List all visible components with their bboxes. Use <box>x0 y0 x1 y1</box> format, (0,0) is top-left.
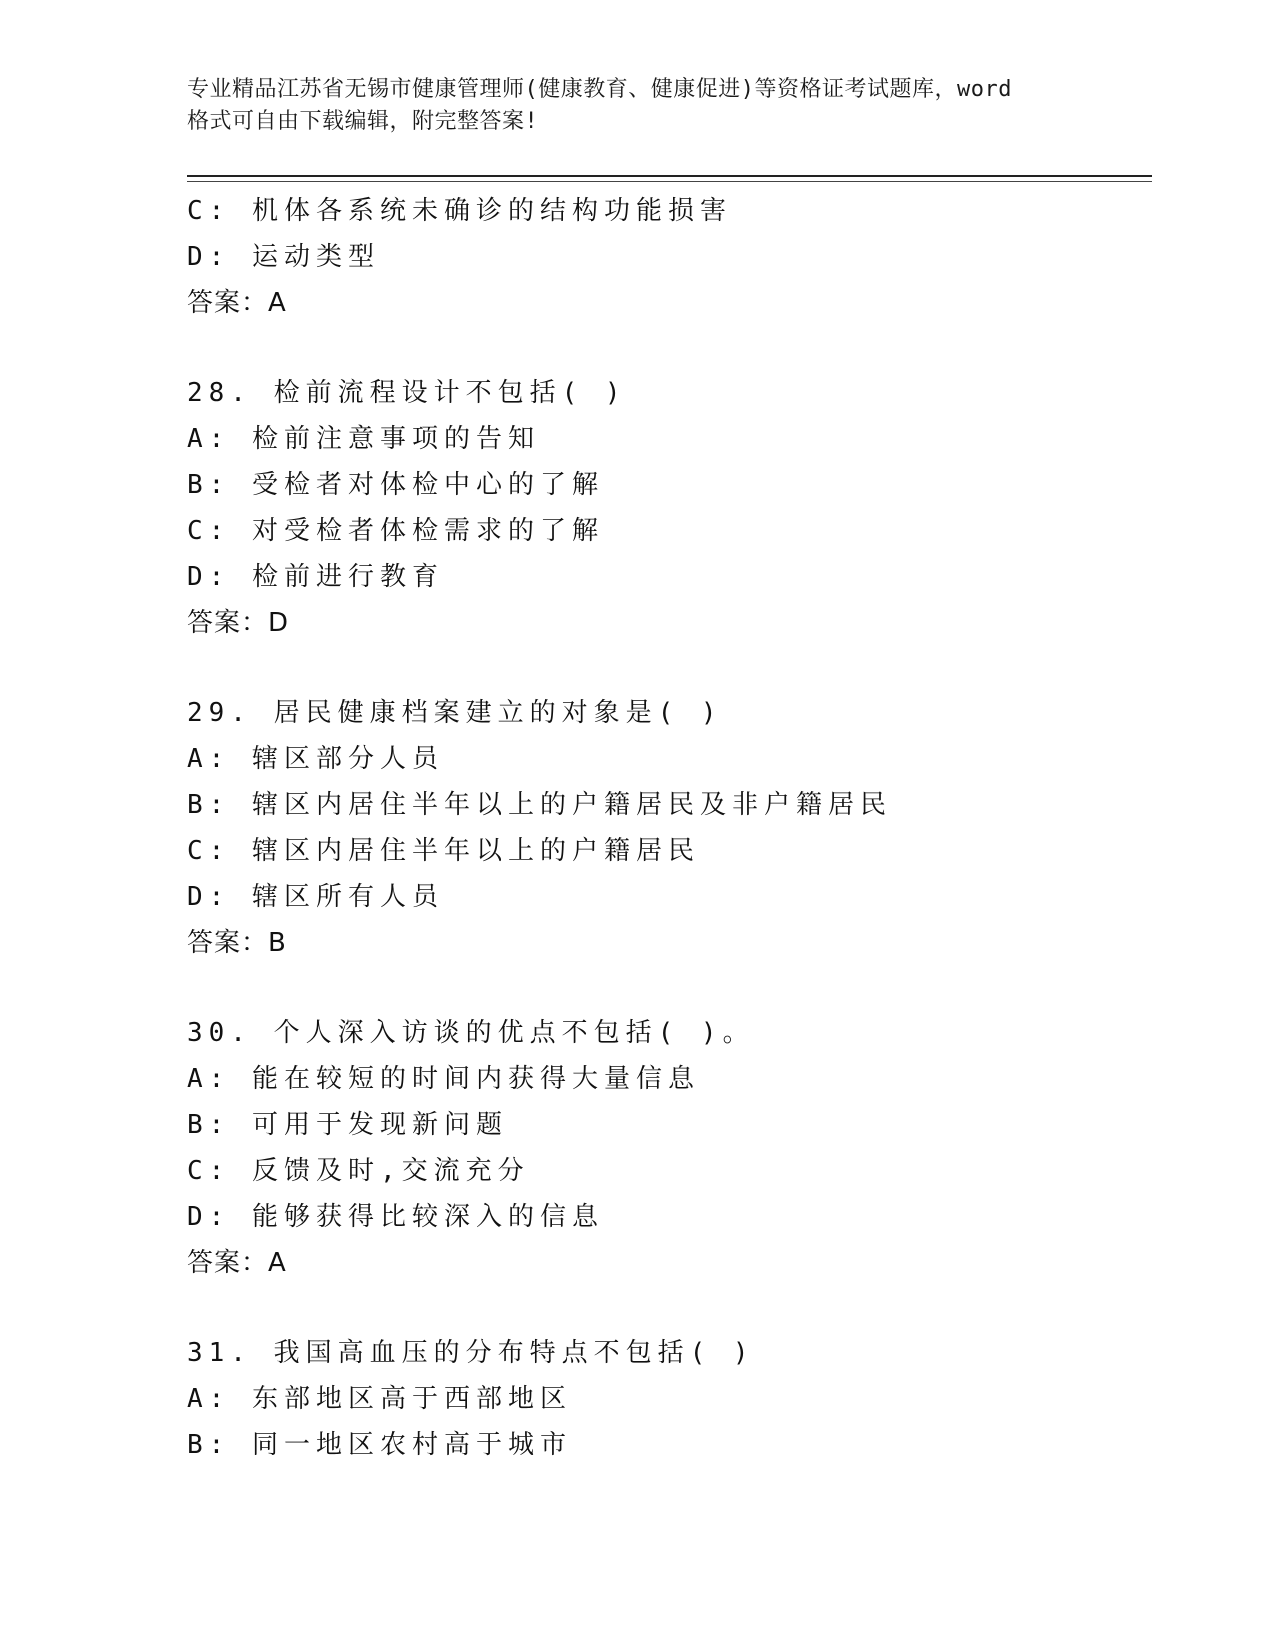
header-rule-thick <box>187 175 1152 177</box>
option-b: B: 可用于发现新问题 <box>187 1110 508 1140</box>
option-a: A: 辖区部分人员 <box>187 744 444 774</box>
option-c: C: 对受检者体检需求的了解 <box>187 516 604 546</box>
option-b: B: 辖区内居住半年以上的户籍居民及非户籍居民 <box>187 790 892 820</box>
question-stem: 28. 检前流程设计不包括( ) <box>187 378 627 408</box>
question-block-28 <box>187 370 1147 646</box>
option-d: D: 能够获得比较深入的信息 <box>187 1202 604 1232</box>
question-block-31 <box>187 1330 1147 1468</box>
option-d: D: 辖区所有人员 <box>187 882 444 912</box>
answer-label: 答案：A <box>187 1248 287 1278</box>
answer-label: 答案：B <box>187 928 287 958</box>
option-a: A: 东部地区高于西部地区 <box>187 1384 572 1414</box>
header-line-2: 格式可自由下载编辑，附完整答案! <box>187 109 539 134</box>
question-block-30 <box>187 1010 1147 1286</box>
option-d: D: 检前进行教育 <box>187 562 444 592</box>
header-rule-thin <box>187 181 1152 182</box>
option-b: B: 同一地区农村高于城市 <box>187 1430 572 1460</box>
option-d: D: 运动类型 <box>187 242 380 272</box>
header-line-1: 专业精品江苏省无锡市健康管理师(健康教育、健康促进)等资格证考试题库，word <box>187 77 1012 102</box>
option-a: A: 检前注意事项的告知 <box>187 424 540 454</box>
answer-label: 答案：A <box>187 288 287 318</box>
spacer <box>187 966 1147 1010</box>
question-stem: 31. 我国高血压的分布特点不包括( ) <box>187 1338 755 1368</box>
spacer <box>187 1286 1147 1330</box>
question-stem: 29. 居民健康档案建立的对象是( ) <box>187 698 723 728</box>
question-list <box>187 188 1147 1468</box>
spacer <box>187 646 1147 690</box>
answer-label: 答案：D <box>187 608 290 638</box>
question-block-29 <box>187 690 1147 966</box>
option-c: C: 辖区内居住半年以上的户籍居民 <box>187 836 700 866</box>
option-b: B: 受检者对体检中心的了解 <box>187 470 604 500</box>
option-c: C: 反馈及时,交流充分 <box>187 1156 530 1186</box>
option-c: C: 机体各系统未确诊的结构功能损害 <box>187 196 732 226</box>
option-a: A: 能在较短的时间内获得大量信息 <box>187 1064 700 1094</box>
page-header <box>187 74 1087 138</box>
question-stem: 30. 个人深入访谈的优点不包括( )。 <box>187 1018 755 1048</box>
question-block-prev <box>187 188 1147 326</box>
spacer <box>187 326 1147 370</box>
